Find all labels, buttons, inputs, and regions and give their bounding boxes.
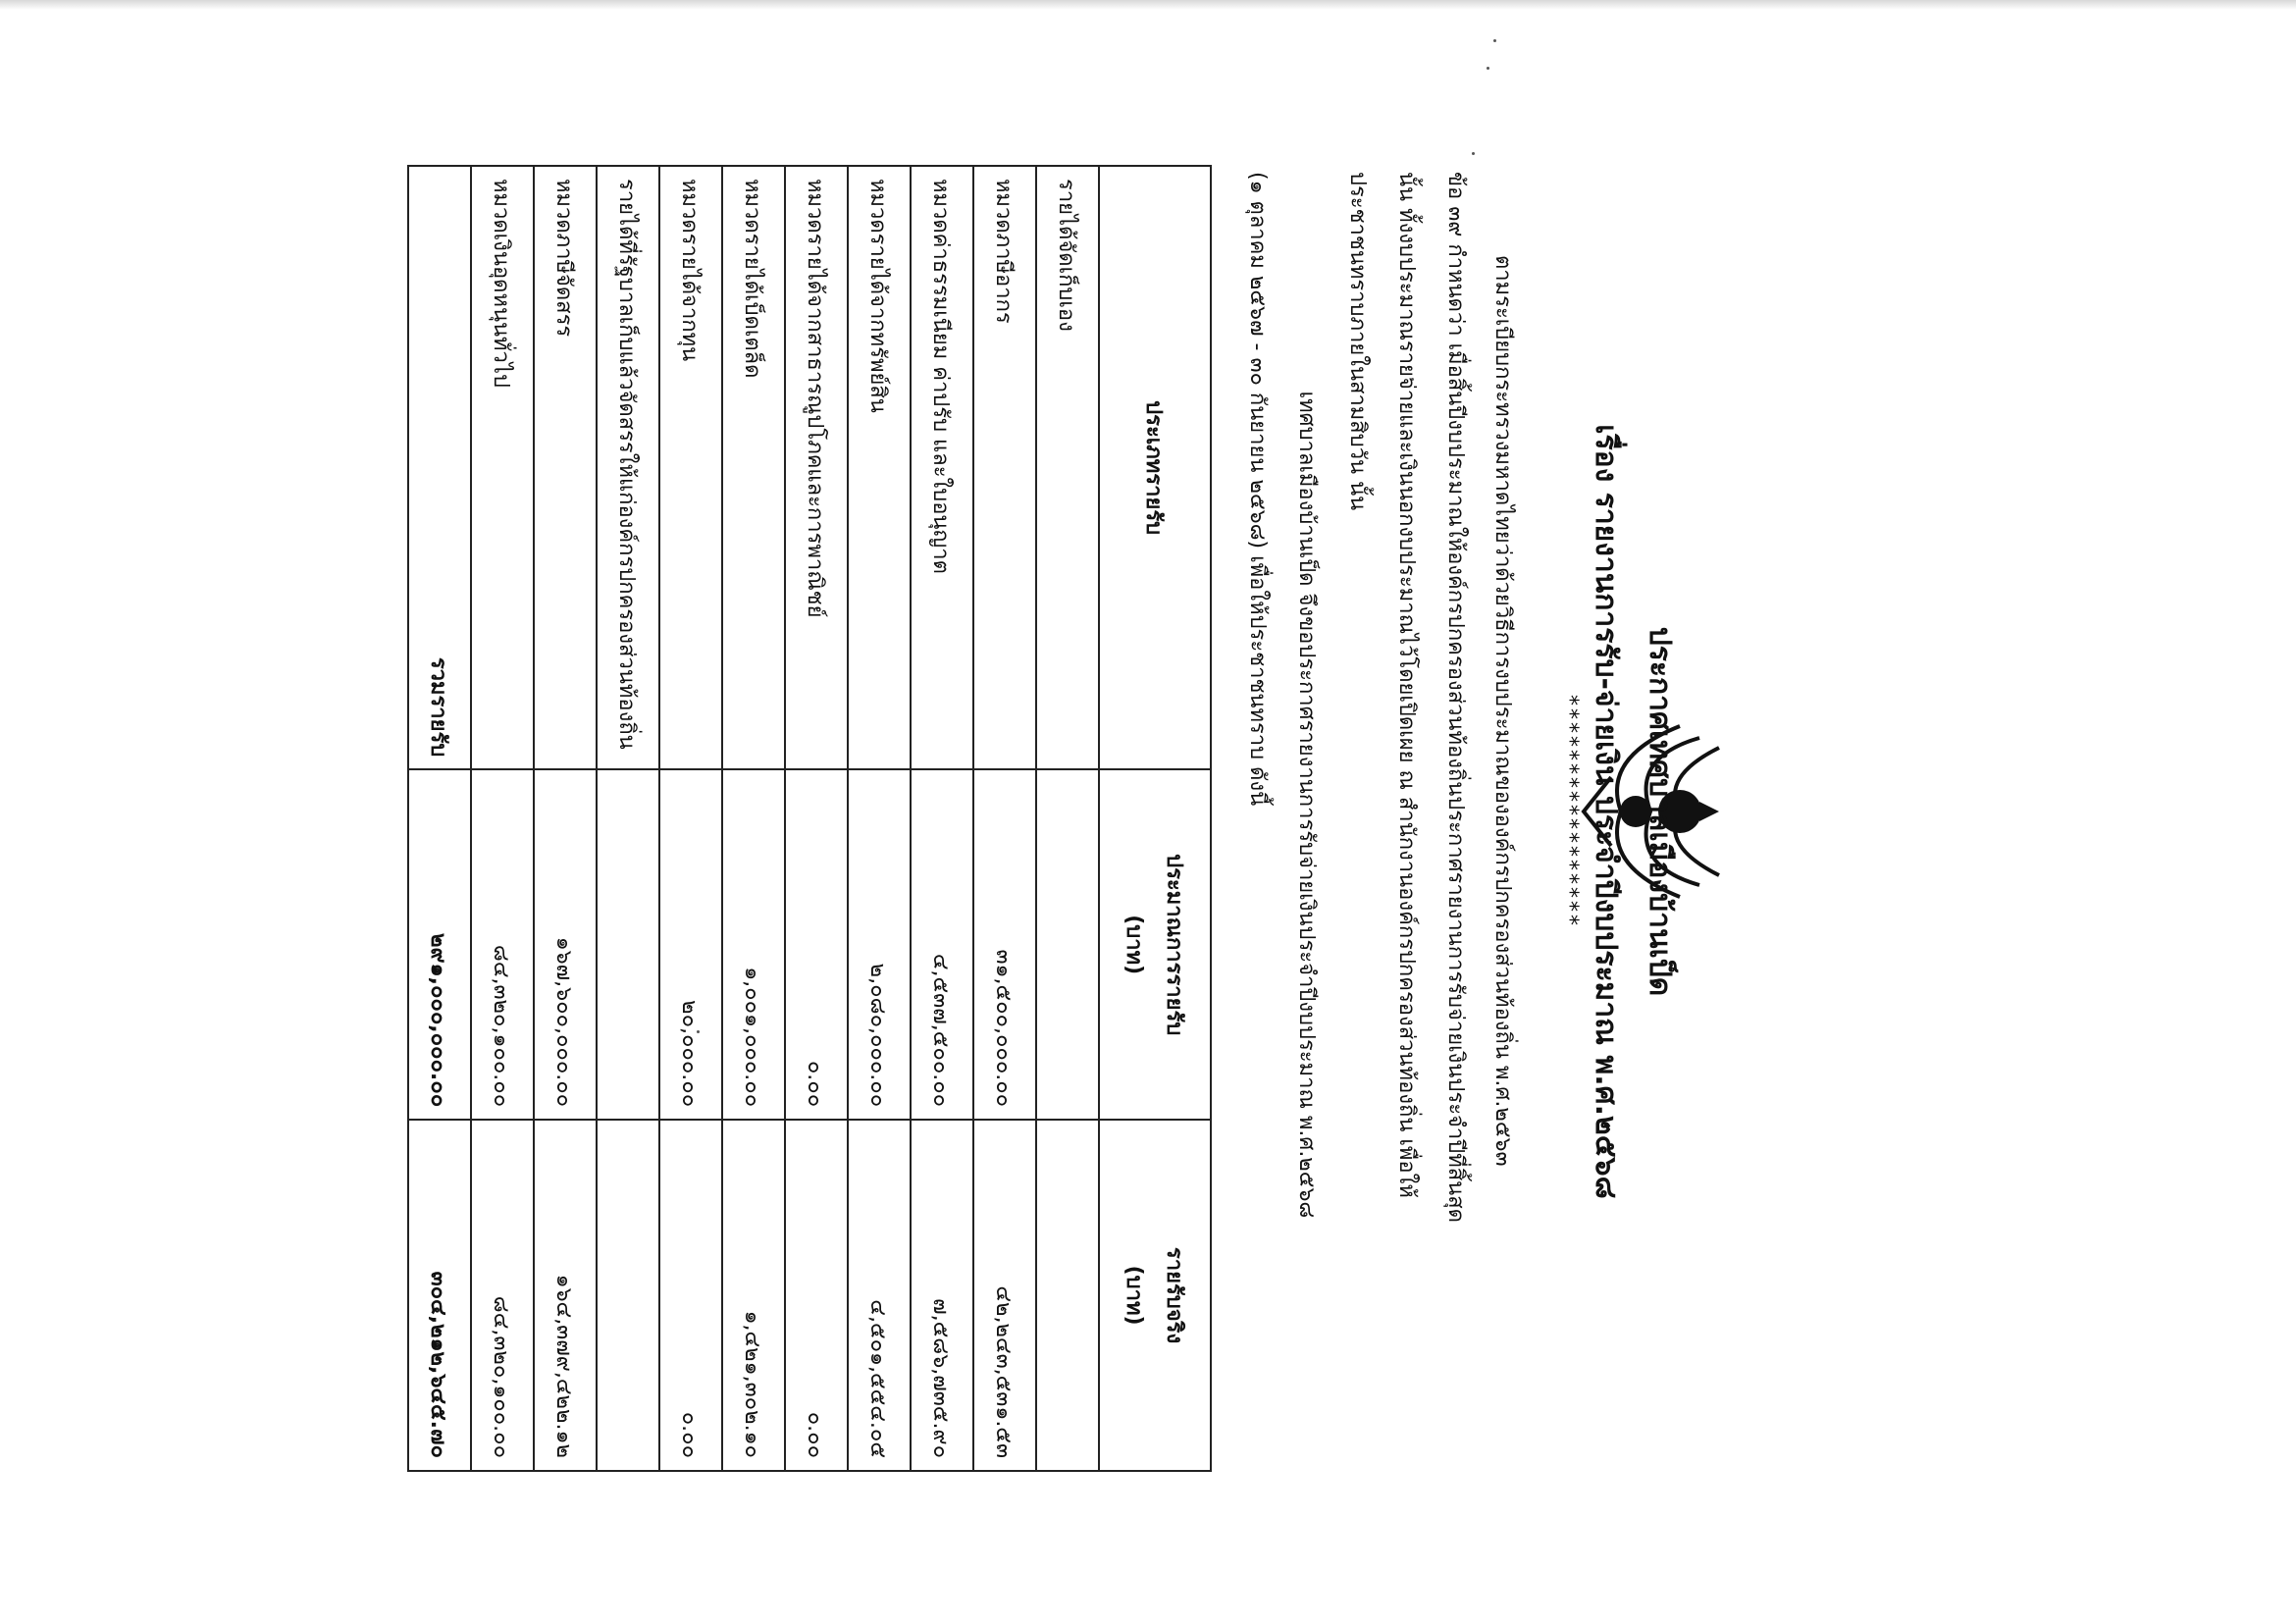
grant-estimate: ๘๔,๓๒๐,๑๐๐.๐๐ (471, 769, 534, 1120)
row-estimate: ๓๑,๕๐๐,๐๐๐.๐๐ (973, 769, 1036, 1120)
announcement-subject: เรื่อง รายงานการรับ-จ่ายเงิน ประจำปีงบประมาณ พ.ศ.๒๕๖๘ (1589, 424, 1623, 1199)
row-type: หมวดค่าธรรมเนียม ค่าปรับ และใบอนุญาต (911, 166, 973, 769)
row-actual: ๔,๕๐๑,๕๕๔.๐๕ (848, 1120, 911, 1471)
row-actual: ๑๖๔,๓๗๙,๔๒๒.๑๒ (534, 1120, 597, 1471)
row-estimate: ๒๐,๐๐๐.๐๐ (659, 769, 722, 1120)
row-estimate: ๑,๐๐๑,๐๐๐.๐๐ (722, 769, 785, 1120)
row-actual: ๑,๔๒๑,๓๐๒.๑๐ (722, 1120, 785, 1471)
section-label: รายได้จัดเก็บเอง (1036, 166, 1099, 769)
header-actual-unit: (บาท) (1122, 1265, 1146, 1326)
row-estimate: ๑๖๗,๖๐๐,๐๐๐.๐๐ (534, 769, 597, 1120)
row-actual: ๔๒,๒๔๓,๕๓๑.๕๓ (973, 1120, 1036, 1471)
announcement-statement: เทศบาลเมืองบ้านเป็ด จึงขอประกาศรายงานการรับจ่ายเงินประจำปีงบประมาณ พ.ศ.๒๕๖๘ (1294, 391, 1319, 1219)
row-actual: ๗,๕๘๖,๗๓๕.๙๐ (911, 1120, 973, 1471)
row-estimate: ๒,๐๘๐,๐๐๐.๐๐ (848, 769, 911, 1120)
row-type: หมวดภาษีจัดสรร (534, 166, 597, 769)
grant-actual: ๘๔,๓๒๐,๑๐๐.๐๐ (471, 1120, 534, 1471)
table-row (785, 166, 848, 1471)
row-actual: ๐.๐๐ (659, 1120, 722, 1471)
table-row (722, 166, 785, 1471)
row-estimate: ๐.๐๐ (785, 769, 848, 1120)
row-type: หมวดภาษีอากร (973, 166, 1036, 769)
title-separator: ***************** (1557, 695, 1582, 928)
total-label: รวมรายรับ (408, 166, 471, 769)
intro-line-3: นั้น ทั้งงบประมาณรายจ่ายและเงินนอกงบประมาณไว้โดยเปิดเผย ณ สำนักงานองค์กรปกครองส่วนท้องถิ่น เพื่อให้ (1394, 172, 1419, 1198)
table-row (471, 166, 534, 1471)
table-row (534, 166, 597, 1471)
row-type: หมวดรายได้จากสาธารณูปโภคและการพาณิชย์ (785, 166, 848, 769)
header-actual (1099, 1120, 1211, 1471)
announcement-title: ประกาศเทศบาลเมืองบ้านเป็ด (1643, 626, 1677, 997)
row-type: หมวดรายได้เบ็ดเตล็ด (722, 166, 785, 769)
header-actual-label: รายรับจริง (1162, 1246, 1186, 1344)
header-estimate-unit: (บาท) (1122, 915, 1146, 975)
intro-line-1: ตามระเบียบกระทรวงมหาดไทยว่าด้วยวิธีการงบประมาณขององค์กรปกครองส่วนท้องถิ่น พ.ศ.๒๕๖๓ (1490, 255, 1515, 1167)
table-row (973, 166, 1036, 1471)
table-row (848, 166, 911, 1471)
header-type: ประเภทรายรับ (1099, 166, 1211, 769)
table-header-row (1099, 166, 1211, 1471)
table-section-row (1036, 166, 1099, 1471)
fiscal-period: (๑ ตุลาคม ๒๕๖๗ - ๓๐ กันยายน ๒๕๖๘) เพื่อให้ประชาชนทราบ ดังนี้ (1245, 172, 1270, 807)
table-section-row (597, 166, 659, 1471)
revenue-table (407, 165, 1212, 1472)
table-row (911, 166, 973, 1471)
total-actual: ๓๐๔,๒๑๒,๖๔๕.๗๐ (408, 1120, 471, 1471)
row-estimate: ๔,๕๓๗,๕๐๐.๐๐ (911, 769, 973, 1120)
row-type: หมวดรายได้จากทุน (659, 166, 722, 769)
intro-line-4: ประชาชนทราบภายในสามสิบวัน นั้น (1345, 172, 1370, 511)
row-actual: ๐.๐๐ (785, 1120, 848, 1471)
header-estimate (1099, 769, 1211, 1120)
grant-label: หมวดเงินอุดหนุนทั่วไป (471, 166, 534, 769)
row-type: หมวดรายได้จากทรัพย์สิน (848, 166, 911, 769)
total-row (408, 166, 471, 1471)
total-estimate: ๒๙๑,๐๐๐,๐๐๐.๐๐ (408, 769, 471, 1120)
intro-line-2: ข้อ ๓๙ กำหนดว่า เมื่อสิ้นปีงบประมาณให้องค์กรปกครองส่วนท้องถิ่นประกาศรายงานการรับจ่ายเงินประจำปีที่สิ้นสุด (1443, 172, 1468, 1223)
header-estimate-label: ประมาณการรายรับ (1162, 854, 1186, 1036)
table-row (659, 166, 722, 1471)
gov-section-label: รายได้ที่รัฐบาลเก็บแล้วจัดสรรให้แก่องค์กรปกครองส่วนท้องถิ่น (597, 166, 659, 769)
